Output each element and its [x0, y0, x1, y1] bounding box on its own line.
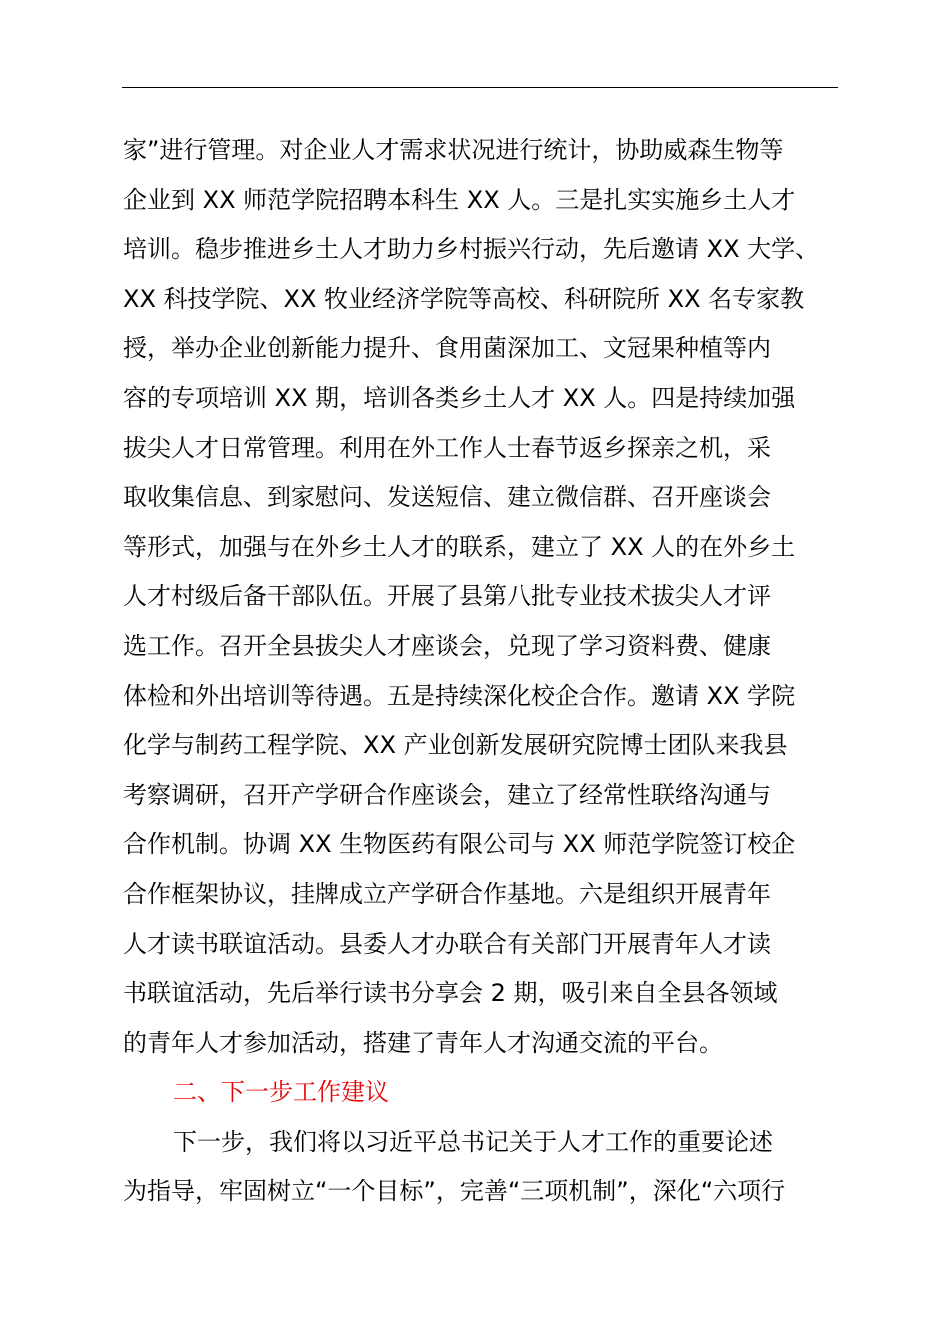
body-line: 合作机制。协调 XX 生物医药有限公司与 XX 师范学院签订校企 — [123, 830, 796, 859]
section-line: 为指导，牢固树立“一个目标”，完善“三项机制”，深化“六项行 — [123, 1177, 786, 1206]
section-line: 下一步，我们将以习近平总书记关于人才工作的重要论述 — [173, 1127, 773, 1156]
body-line: 容的专项培训 XX 期，培训各类乡土人才 XX 人。四是持续加强 — [123, 383, 796, 412]
body-line: 的青年人才参加活动，搭建了青年人才沟通交流的平台。 — [123, 1028, 723, 1057]
body-line: 授，举办企业创新能力提升、食用菌深加工、文冠果种植等内 — [123, 334, 771, 363]
body-line: 书联谊活动，先后举行读书分享会 2 期，吸引来自全县各领域 — [123, 979, 778, 1008]
body-line: 人才读书联谊活动。县委人才办联合有关部门开展青年人才读 — [123, 929, 771, 958]
body-line: 考察调研，召开产学研合作座谈会，建立了经常性联络沟通与 — [123, 780, 771, 809]
body-line: 化学与制药工程学院、XX 产业创新发展研究院博士团队来我县 — [123, 731, 788, 760]
body-line: 培训。稳步推进乡土人才助力乡村振兴行动，先后邀请 XX 大学、 — [123, 235, 820, 264]
body-line: 合作框架协议，挂牌成立产学研合作基地。六是组织开展青年 — [123, 879, 771, 908]
body-line: XX 科技学院、XX 牧业经济学院等高校、科研院所 XX 名专家教 — [123, 284, 805, 313]
body-line: 拔尖人才日常管理。利用在外工作人士春节返乡探亲之机，采 — [123, 433, 771, 462]
body-line: 家”进行管理。对企业人才需求状况进行统计，协助威森生物等 — [123, 136, 784, 164]
section-heading: 二、下一步工作建议 — [173, 1078, 389, 1107]
body-line: 取收集信息、到家慰问、发送短信、建立微信群、召开座谈会 — [123, 483, 771, 512]
body-line: 选工作。召开全县拔尖人才座谈会，兑现了学习资料费、健康 — [123, 631, 771, 660]
body-line: 企业到 XX 师范学院招聘本科生 XX 人。三是扎实实施乡土人才 — [123, 185, 796, 214]
document-body — [123, 126, 853, 1217]
body-line: 体检和外出培训等待遇。五是持续深化校企合作。邀请 XX 学院 — [123, 681, 796, 710]
body-line: 人才村级后备干部队伍。开展了县第八批专业技术拔尖人才评 — [123, 582, 771, 611]
header-rule — [122, 87, 838, 88]
body-line: 等形式，加强与在外乡土人才的联系，建立了 XX 人的在外乡土 — [123, 532, 796, 561]
